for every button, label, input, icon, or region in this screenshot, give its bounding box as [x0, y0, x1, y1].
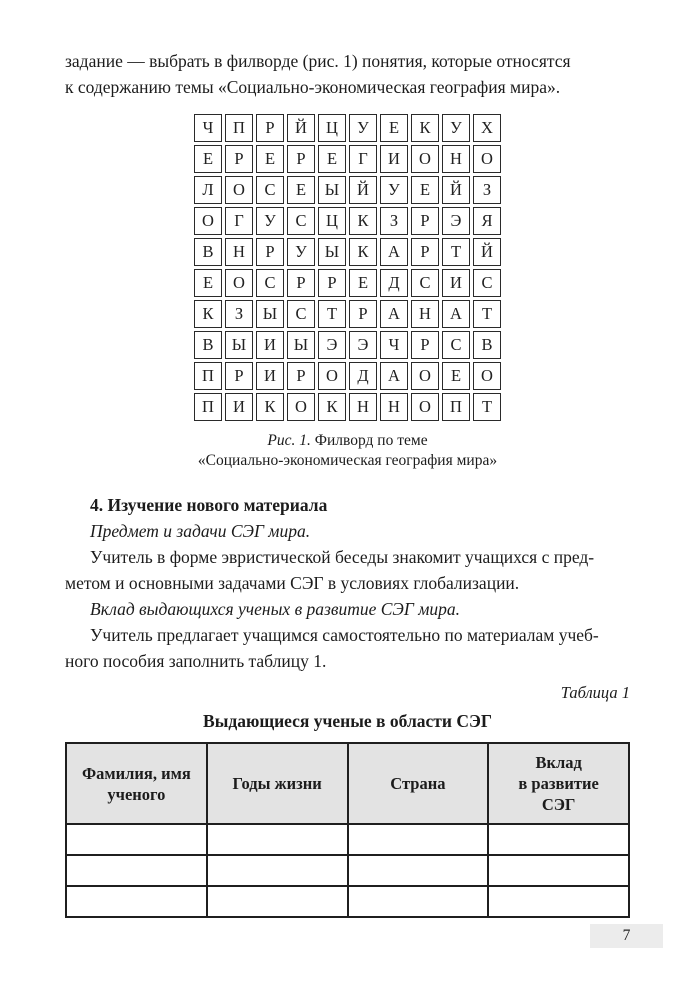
- paragraph-2-line-1: Учитель предлагает учащимся самостоятельно по материалам учеб-: [90, 625, 599, 645]
- filword-cell: Т: [473, 393, 501, 421]
- figure-caption-line-1: [65, 431, 630, 451]
- filword-grid: [194, 114, 501, 421]
- filword-cell: Э: [318, 331, 346, 359]
- filword-cell: Е: [318, 145, 346, 173]
- filword-cell: Н: [225, 238, 253, 266]
- intro-line-2: к содержанию темы «Социально-экономическая география мира».: [65, 77, 561, 97]
- filword-cell: Ы: [225, 331, 253, 359]
- filword-cell: Ц: [318, 207, 346, 235]
- filword-cell: И: [256, 362, 284, 390]
- filword-cell: В: [194, 238, 222, 266]
- section-new-material: [65, 492, 630, 674]
- filword-cell: Ы: [318, 238, 346, 266]
- filword-cell: П: [225, 114, 253, 142]
- filword-cell: Р: [318, 269, 346, 297]
- figure-caption-line-2: «Социально-экономическая география мира»: [197, 452, 498, 469]
- filword-cell: Н: [442, 145, 470, 173]
- filword-cell: З: [225, 300, 253, 328]
- filword-cell: П: [442, 393, 470, 421]
- table-cell: [348, 886, 489, 917]
- filword-cell: Е: [194, 145, 222, 173]
- filword-cell: О: [225, 176, 253, 204]
- table-header-line: Годы жизни: [232, 774, 322, 793]
- filword-cell: Т: [442, 238, 470, 266]
- subtopic-1: Предмет и задачи СЭГ мира.: [90, 521, 311, 541]
- filword-cell: Ы: [318, 176, 346, 204]
- filword-cell: А: [442, 300, 470, 328]
- table-header-line: СЭГ: [541, 795, 576, 814]
- filword-cell: И: [442, 269, 470, 297]
- table-header-line: Фамилия, имя: [81, 763, 191, 783]
- filword-cell: Ы: [256, 300, 284, 328]
- filword-cell: К: [194, 300, 222, 328]
- filword-cell: В: [194, 331, 222, 359]
- filword-cell: Р: [225, 145, 253, 173]
- table-header-row: [66, 743, 629, 824]
- filword-cell: И: [225, 393, 253, 421]
- table-body: [66, 824, 629, 917]
- filword-cell: Г: [225, 207, 253, 235]
- filword-cell: Т: [318, 300, 346, 328]
- table-cell: [348, 855, 489, 886]
- table-cell: [488, 855, 629, 886]
- table-header-line: Вклад: [535, 753, 582, 772]
- filword-cell: О: [473, 362, 501, 390]
- filword-cell: Р: [287, 145, 315, 173]
- filword-cell: Р: [411, 331, 439, 359]
- table-row: [66, 824, 629, 855]
- filword-cell: Й: [473, 238, 501, 266]
- filword-cell: С: [256, 269, 284, 297]
- filword-cell: О: [318, 362, 346, 390]
- filword-cell: Т: [473, 300, 501, 328]
- table-cell: [207, 824, 348, 855]
- filword-cell: А: [380, 362, 408, 390]
- table-header-line: ученого: [107, 784, 166, 804]
- table-cell: [488, 886, 629, 917]
- filword-cell: Н: [411, 300, 439, 328]
- filword-cell: К: [318, 393, 346, 421]
- figure-caption-label: Рис. 1.: [267, 432, 311, 449]
- paragraph-1-line-2: метом и основными задачами СЭГ в условиях глобализации.: [65, 573, 520, 593]
- filword-cell: Е: [442, 362, 470, 390]
- filword-cell: У: [380, 176, 408, 204]
- filword-cell: О: [194, 207, 222, 235]
- table-header-line: в развитие: [518, 774, 599, 793]
- filword-cell: Д: [380, 269, 408, 297]
- filword-cell: Х: [473, 114, 501, 142]
- figure-caption: [65, 431, 630, 471]
- filword-cell: П: [194, 393, 222, 421]
- filword-cell: Е: [194, 269, 222, 297]
- filword-cell: С: [442, 331, 470, 359]
- table-label: Таблица 1: [560, 683, 630, 702]
- filword-cell: Н: [380, 393, 408, 421]
- table-header-cell: [488, 743, 629, 824]
- filword-cell: Р: [256, 114, 284, 142]
- table-cell: [348, 824, 489, 855]
- filword-cell: Р: [256, 238, 284, 266]
- table-cell: [66, 886, 207, 917]
- intro-paragraph: [65, 48, 630, 100]
- filword-cell: Й: [442, 176, 470, 204]
- paragraph-2-line-2: ного пособия заполнить таблицу 1.: [65, 651, 327, 671]
- filword-cell: О: [411, 362, 439, 390]
- filword-cell: К: [349, 238, 377, 266]
- figure-caption-text: Филворд по теме: [310, 432, 428, 449]
- paragraph-1: [65, 544, 630, 596]
- table-title: Выдающиеся ученые в области СЭГ: [203, 711, 492, 731]
- filword-cell: У: [256, 207, 284, 235]
- table-cell: [207, 886, 348, 917]
- filword-cell: Е: [256, 145, 284, 173]
- filword-cell: С: [287, 207, 315, 235]
- scientists-table: [65, 742, 630, 918]
- filword-cell: В: [473, 331, 501, 359]
- filword-cell: Я: [473, 207, 501, 235]
- filword-cell: А: [380, 300, 408, 328]
- filword-cell: И: [256, 331, 284, 359]
- filword-cell: О: [411, 393, 439, 421]
- filword-cell: О: [287, 393, 315, 421]
- filword-cell: С: [411, 269, 439, 297]
- filword-cell: Р: [411, 238, 439, 266]
- table-header-line: Страна: [390, 774, 446, 793]
- table-cell: [207, 855, 348, 886]
- filword-cell: Ы: [287, 331, 315, 359]
- page-number: 7: [590, 924, 663, 948]
- filword-cell: К: [256, 393, 284, 421]
- filword-cell: Э: [442, 207, 470, 235]
- filword-cell: Ч: [380, 331, 408, 359]
- filword-cell: Й: [287, 114, 315, 142]
- filword-cell: Н: [349, 393, 377, 421]
- intro-line-1: задание — выбрать в филворде (рис. 1) понятия, которые относятся: [65, 51, 571, 71]
- filword-cell: У: [287, 238, 315, 266]
- filword-cell: Ч: [194, 114, 222, 142]
- filword-cell: Г: [349, 145, 377, 173]
- filword-cell: Р: [287, 269, 315, 297]
- filword-cell: Е: [411, 176, 439, 204]
- filword-cell: С: [287, 300, 315, 328]
- filword-cell: У: [442, 114, 470, 142]
- filword-cell: Р: [349, 300, 377, 328]
- filword-cell: Е: [380, 114, 408, 142]
- filword-cell: Д: [349, 362, 377, 390]
- filword-cell: Е: [349, 269, 377, 297]
- section-heading: 4. Изучение нового материала: [90, 495, 328, 515]
- table-cell: [66, 824, 207, 855]
- table-header-cell: [66, 743, 207, 824]
- filword-cell: Ц: [318, 114, 346, 142]
- table-cell: [488, 824, 629, 855]
- filword-cell: У: [349, 114, 377, 142]
- filword-cell: С: [256, 176, 284, 204]
- filword-cell: И: [380, 145, 408, 173]
- paragraph-2: [65, 622, 630, 674]
- filword-cell: Р: [411, 207, 439, 235]
- table-header-cell: [207, 743, 348, 824]
- filword-cell: З: [473, 176, 501, 204]
- filword-cell: З: [380, 207, 408, 235]
- filword-cell: Р: [287, 362, 315, 390]
- filword-cell: К: [349, 207, 377, 235]
- filword-cell: О: [473, 145, 501, 173]
- filword-cell: К: [411, 114, 439, 142]
- filword-cell: П: [194, 362, 222, 390]
- filword-cell: С: [473, 269, 501, 297]
- table-row: [66, 855, 629, 886]
- filword-cell: Й: [349, 176, 377, 204]
- filword-cell: О: [411, 145, 439, 173]
- filword-cell: Л: [194, 176, 222, 204]
- table-header-cell: [348, 743, 489, 824]
- filword-cell: А: [380, 238, 408, 266]
- filword-cell: Е: [287, 176, 315, 204]
- filword-cell: О: [225, 269, 253, 297]
- filword-cell: Р: [225, 362, 253, 390]
- paragraph-1-line-1: Учитель в форме эвристической беседы знакомит учащихся с пред-: [90, 547, 595, 567]
- filword-cell: Э: [349, 331, 377, 359]
- subtopic-2: Вклад выдающихся ученых в развитие СЭГ мира.: [90, 599, 460, 619]
- table-row: [66, 886, 629, 917]
- table-cell: [66, 855, 207, 886]
